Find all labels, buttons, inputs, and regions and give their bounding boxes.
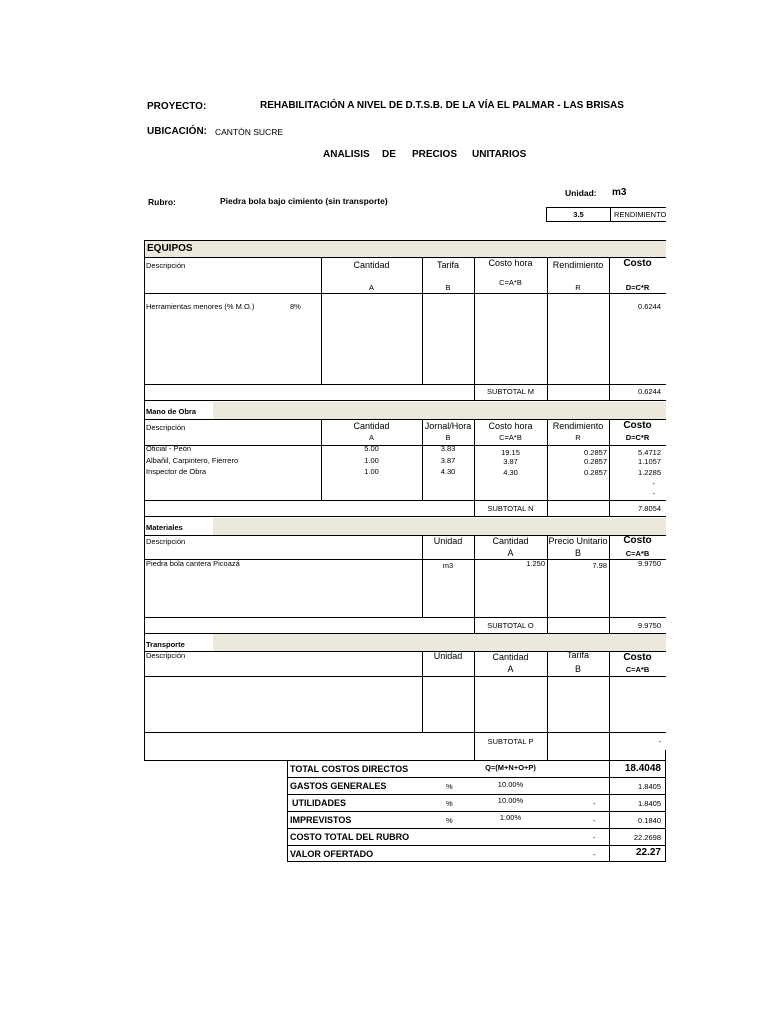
mano-sh-a: A <box>368 433 374 442</box>
materiales-title: Materiales <box>146 523 183 532</box>
transporte-title: Transporte <box>146 640 185 649</box>
mat-h-costo: Costo <box>623 535 652 546</box>
proyecto-value: REHABILITACIÓN A NIVEL DE D.T.S.B. DE LA VÍA EL PALMAR - LAS BRISAS <box>260 100 624 111</box>
subtotal-m-value: 0.6244 <box>638 387 661 396</box>
mano-h-rendimiento: Rendimiento <box>552 421 604 431</box>
mano-row-costo-hora: 19.15 <box>501 448 520 457</box>
utilidades-value: 1.8405 <box>638 799 661 808</box>
imprevistos-dash: - <box>593 816 596 825</box>
subtotal-p-value: - <box>658 737 661 746</box>
title-word-3: PRECIOS <box>412 149 458 160</box>
costo-total-dash: - <box>593 833 596 842</box>
utilidades-label: UTILIDADES <box>292 798 346 808</box>
equipos-sh-c: C=A*B <box>499 278 522 287</box>
mano-row-rendimiento: 0.2857 <box>584 448 607 457</box>
trans-sh-c: C=A*B <box>625 665 650 674</box>
mat-h-descripcion: Descripción <box>146 537 186 546</box>
mat-sh-b: B <box>574 548 581 558</box>
total-directos-formula: Q=(M+N+O+P) <box>485 763 536 772</box>
subtotal-n-value: 7.8054 <box>638 504 661 513</box>
equipos-h-costo: Costo <box>623 258 652 269</box>
ubicacion-value: CANTÓN SUCRE <box>215 127 284 137</box>
imprevistos-sym: % <box>446 816 453 825</box>
utilidades-dash: - <box>593 799 596 808</box>
rubro-value: Piedra bola bajo cimiento (sin transporte) <box>220 196 388 206</box>
rendimiento-value: 3.5 <box>547 208 611 221</box>
mano-sh-c: C=A*B <box>499 433 522 442</box>
imprevistos-label: IMPREVISTOS <box>290 815 352 825</box>
ubicacion-label: UBICACIÓN: <box>147 126 207 137</box>
mano-row-jornal: 3.87 <box>440 456 456 465</box>
proyecto-label: PROYECTO: <box>147 101 207 112</box>
trans-sh-a: A <box>507 664 514 674</box>
mat-sh-c: C=A*B <box>625 549 650 558</box>
imprevistos-pct: 1.00% <box>499 813 522 822</box>
mano-row-cantidad: 1.00 <box>364 456 379 465</box>
subtotal-m-label: SUBTOTAL M <box>487 387 534 396</box>
trans-h-tarifa: Tarifa <box>566 650 589 660</box>
mano-sh-b: B <box>445 433 451 442</box>
valor-ofertado-value: 22.27 <box>635 847 661 858</box>
total-directos-value: 18.4048 <box>624 763 661 774</box>
equipos-h-descripcion: Descripción <box>146 261 186 270</box>
rendimiento-box <box>546 207 666 222</box>
subtotal-o-value: 9.9750 <box>638 621 661 630</box>
mano-row-rendimiento: 0.2857 <box>584 468 607 477</box>
equipos-row-descripcion: Herramientas menores (% M.O.) <box>146 302 255 311</box>
trans-h-descripcion: Descripción <box>146 651 186 660</box>
equipos-sh-a: A <box>368 283 374 292</box>
mano-row-descripcion: Oficial - Peón <box>146 444 192 453</box>
unidad-value: m3 <box>612 187 627 198</box>
subtotal-p-label: SUBTOTAL P <box>487 737 534 746</box>
mano-row-costo-hora: 3.87 <box>503 457 518 466</box>
equipos-title: EQUIPOS <box>147 243 193 254</box>
equipos-h-rendimiento: Rendimiento <box>552 260 604 270</box>
imprevistos-value: 0.1840 <box>638 816 661 825</box>
equipos-sh-r: R <box>575 283 581 292</box>
mano-dash-1: - <box>652 479 655 488</box>
valor-ofertado-label: VALOR OFERTADO <box>290 849 374 859</box>
utilidades-sym: % <box>446 799 453 808</box>
mano-row-cantidad: 5.00 <box>364 444 379 453</box>
title-word-4: UNITARIOS <box>472 149 527 160</box>
trans-h-unidad: Unidad <box>433 651 463 661</box>
subtotal-o-label: SUBTOTAL O <box>487 621 534 630</box>
mano-sh-d: D=C*R <box>625 433 650 442</box>
mat-h-unidad: Unidad <box>433 536 463 546</box>
equipos-sh-d: D=C*R <box>625 283 650 292</box>
mano-row-costo: 1.1057 <box>638 457 661 466</box>
mat-row-descripcion: Piedra bola cantera Picoazá <box>146 559 240 568</box>
gastos-label: GASTOS GENERALES <box>290 781 387 791</box>
equipos-sh-b: B <box>445 283 451 292</box>
equipos-h-tarifa: Tarifa <box>436 260 459 270</box>
trans-sh-b: B <box>574 664 581 674</box>
gastos-sym: % <box>446 782 453 791</box>
mat-h-precio: Precio Unitario <box>548 536 608 546</box>
rubro-label: Rubro: <box>148 197 176 207</box>
title-word-2: DE <box>382 149 396 160</box>
gastos-value: 1.8405 <box>638 782 661 791</box>
equipos-row-pct: 8% <box>290 302 301 311</box>
mano-obra-title: Mano de Obra <box>146 407 197 416</box>
trans-h-cantidad: Cantidad <box>492 652 529 662</box>
mano-row-descripcion: Albañil, Carpintero, Fierrero <box>146 456 239 465</box>
mano-h-cantidad: Cantidad <box>353 421 390 431</box>
mano-row-rendimiento: 0.2857 <box>584 457 607 466</box>
mano-h-descripcion: Descripción <box>146 423 186 432</box>
mano-h-costo-hora: Costo hora <box>488 421 533 431</box>
mat-sh-a: A <box>507 548 514 558</box>
trans-h-costo: Costo <box>623 652 652 663</box>
mat-row-unidad: m3 <box>442 561 454 570</box>
mano-dash-2: - <box>652 489 655 498</box>
unidad-label: Unidad: <box>565 188 597 198</box>
subtotal-n-label: SUBTOTAL N <box>487 504 534 513</box>
costo-total-label: COSTO TOTAL DEL RUBRO <box>290 832 410 842</box>
mano-h-costo: Costo <box>623 420 652 431</box>
mano-row-jornal: 3.83 <box>440 444 456 453</box>
mat-row-precio: 7.98 <box>592 561 607 570</box>
total-directos-label: TOTAL COSTOS DIRECTOS <box>290 764 409 774</box>
mano-row-jornal: 4.30 <box>440 467 456 476</box>
mano-sh-r: R <box>575 433 581 442</box>
costo-total-value: 22.2698 <box>633 833 661 842</box>
equipos-h-costo-hora: Costo hora <box>488 258 533 268</box>
utilidades-pct: 10.00% <box>497 796 524 805</box>
equipos-h-cantidad: Cantidad <box>353 260 390 270</box>
mano-row-costo: 5.4712 <box>638 448 661 457</box>
rendimiento-label: RENDIMIENTO <box>614 210 666 219</box>
gastos-pct: 10.00% <box>497 780 524 789</box>
mano-row-descripcion: Inspector de Obra <box>146 467 207 476</box>
mano-row-costo: 1.2285 <box>638 468 661 477</box>
valor-ofertado-dash: - <box>593 850 596 859</box>
mat-h-cantidad: Cantidad <box>492 536 529 546</box>
equipos-row-costo: 0.6244 <box>638 302 661 311</box>
title-word-1: ANALISIS <box>323 149 370 160</box>
mano-h-jornal: Jornal/Hora <box>424 421 472 431</box>
mat-row-cantidad: 1.250 <box>526 559 545 568</box>
mano-row-cantidad: 1.00 <box>364 467 379 476</box>
mat-row-costo: 9.9750 <box>638 559 661 568</box>
mano-row-costo-hora: 4.30 <box>503 468 518 477</box>
